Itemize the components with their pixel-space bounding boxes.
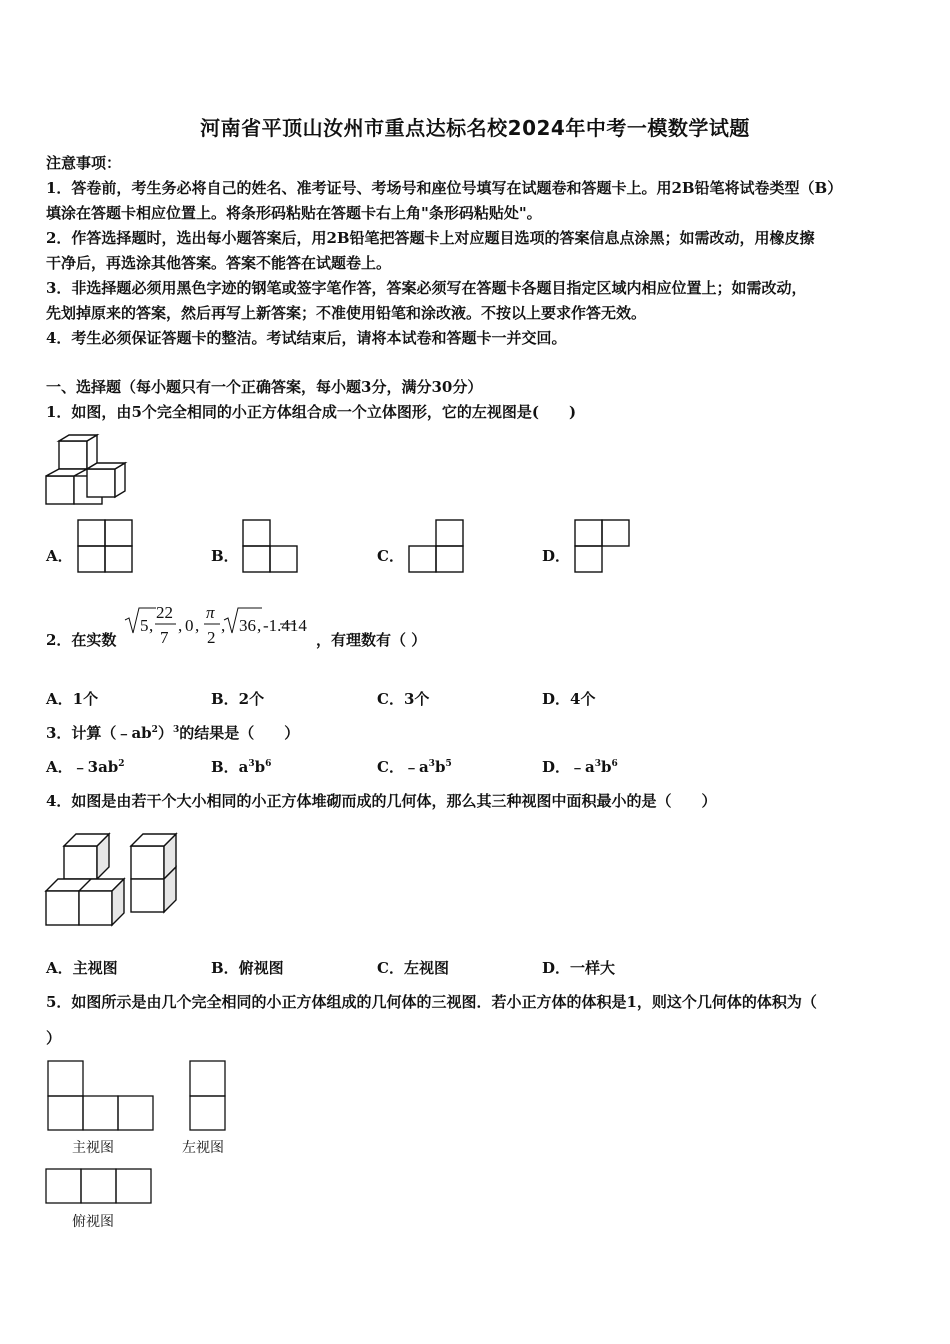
q5-front-view-caption: 主视图: [72, 1140, 114, 1156]
q3-option-c[interactable]: C．$﹣a^3b^5$: [377, 758, 452, 776]
q2-option-d[interactable]: D．4个: [542, 690, 596, 708]
q3-option-a[interactable]: A．$﹣3ab^2$: [46, 758, 125, 776]
notice-line: 填涂在答题卡相应位置上。将条形码粘贴在答题卡右上角"条形码粘贴处"。: [46, 204, 542, 222]
q1-option-b[interactable]: B．: [211, 547, 239, 565]
svg-text:,: ,: [257, 616, 262, 635]
notice-line: 4．考生必须保证答题卡的整洁。考试结束后，请将本试卷和答题卡一并交回。: [46, 329, 567, 347]
q4-solid-figure: [46, 830, 186, 932]
q1-option-b-figure: [242, 519, 298, 573]
q2-zero: 0: [185, 616, 194, 635]
q2-option-c[interactable]: C．3个: [377, 690, 430, 708]
q4-option-a[interactable]: A．主视图: [46, 959, 118, 977]
page-title: 河南省平顶山汝州市重点达标名校2024年中考一模数学试题: [200, 116, 750, 140]
question-1-stem: 1．如图，由5个完全相同的小正方体组合成一个立体图形，它的左视图是( ): [46, 403, 577, 421]
q4-option-d[interactable]: D．一样大: [542, 959, 616, 977]
q1-solid-figure: [46, 438, 130, 508]
q1-option-a[interactable]: A．: [46, 547, 73, 565]
q2-last: -1.414: [263, 616, 307, 635]
q3-option-b[interactable]: B．$a^3b^6$: [211, 758, 272, 776]
question-2-prefix: 2．在实数: [46, 631, 117, 649]
q1-option-c-figure: [408, 519, 464, 573]
question-5-stem: 5．如图所示是由几个完全相同的小正方体组成的几何体的三视图．若小正方体的体积是1，则这个几何体的体积为（: [46, 993, 817, 1011]
q2-option-b[interactable]: B．2个: [211, 690, 265, 708]
q2-frac-num: 22: [156, 603, 173, 622]
question-5-stem-end: ）: [46, 1029, 62, 1047]
q5-left-view: [189, 1060, 227, 1132]
svg-text:,: ,: [149, 616, 154, 635]
q2-option-a[interactable]: A．1个: [46, 690, 99, 708]
q2-number-list: [124, 600, 320, 650]
q1-option-c[interactable]: C．: [377, 547, 404, 565]
q5-top-view-caption: 俯视图: [72, 1214, 114, 1230]
section-heading: 一、选择题（每小题只有一个正确答案，每小题3分，满分30分）: [46, 378, 483, 396]
notice-line: 干净后，再选涂其他答案。答案不能答在试题卷上。: [46, 254, 392, 272]
q4-option-c[interactable]: C．左视图: [377, 959, 449, 977]
q2-frac-den: 7: [160, 628, 169, 647]
q5-top-view: [45, 1168, 153, 1205]
q2-pi: π: [206, 603, 215, 622]
q4-option-b[interactable]: B．俯视图: [211, 959, 284, 977]
svg-text:,: ,: [195, 616, 200, 635]
q2-sqrt36: 36: [239, 616, 256, 635]
notice-line: 2．作答选择题时，选出每小题答案后，用2B铅笔把答题卡上对应题目选项的答案信息点涂黑；如需改动，用橡皮擦: [46, 229, 815, 247]
question-3-stem: 3．计算$(﹣ab^2)^3$的结果是（ ）: [46, 724, 300, 742]
q2-two: 2: [207, 628, 216, 647]
q2-sqrt5: 5: [140, 616, 149, 635]
notice-line: 1．答卷前，考生务必将自己的姓名、准考证号、考场号和座位号填写在试题卷和答题卡上。用2B铅笔将试卷类型（B）: [46, 179, 843, 197]
q5-front-view: [47, 1060, 155, 1132]
q1-option-d-figure: [574, 519, 630, 573]
svg-text:,: ,: [178, 616, 183, 635]
notice-line: 先划掉原来的答案，然后再写上新答案；不准使用铅笔和涂改液。不按以上要求作答无效。: [46, 304, 647, 322]
question-2-suffix: ，有理数有（ ）: [316, 631, 427, 649]
q1-option-a-figure: [77, 519, 133, 573]
question-4-stem: 4．如图是由若干个大小相同的小正方体堆砌而成的几何体，那么其三种视图中面积最小的是（ ）: [46, 792, 717, 810]
q3-option-d[interactable]: D．$﹣a^3b^6$: [542, 758, 618, 776]
q1-option-d[interactable]: D．: [542, 547, 571, 565]
notice-line: 3．非选择题必须用黑色字迹的钢笔或签字笔作答，答案必须写在答题卡各题目指定区域内相应位置上；如需改动，: [46, 279, 807, 297]
notice-heading: 注意事项：: [46, 154, 122, 172]
q5-left-view-caption: 左视图: [182, 1140, 224, 1156]
svg-text:,: ,: [221, 616, 226, 635]
